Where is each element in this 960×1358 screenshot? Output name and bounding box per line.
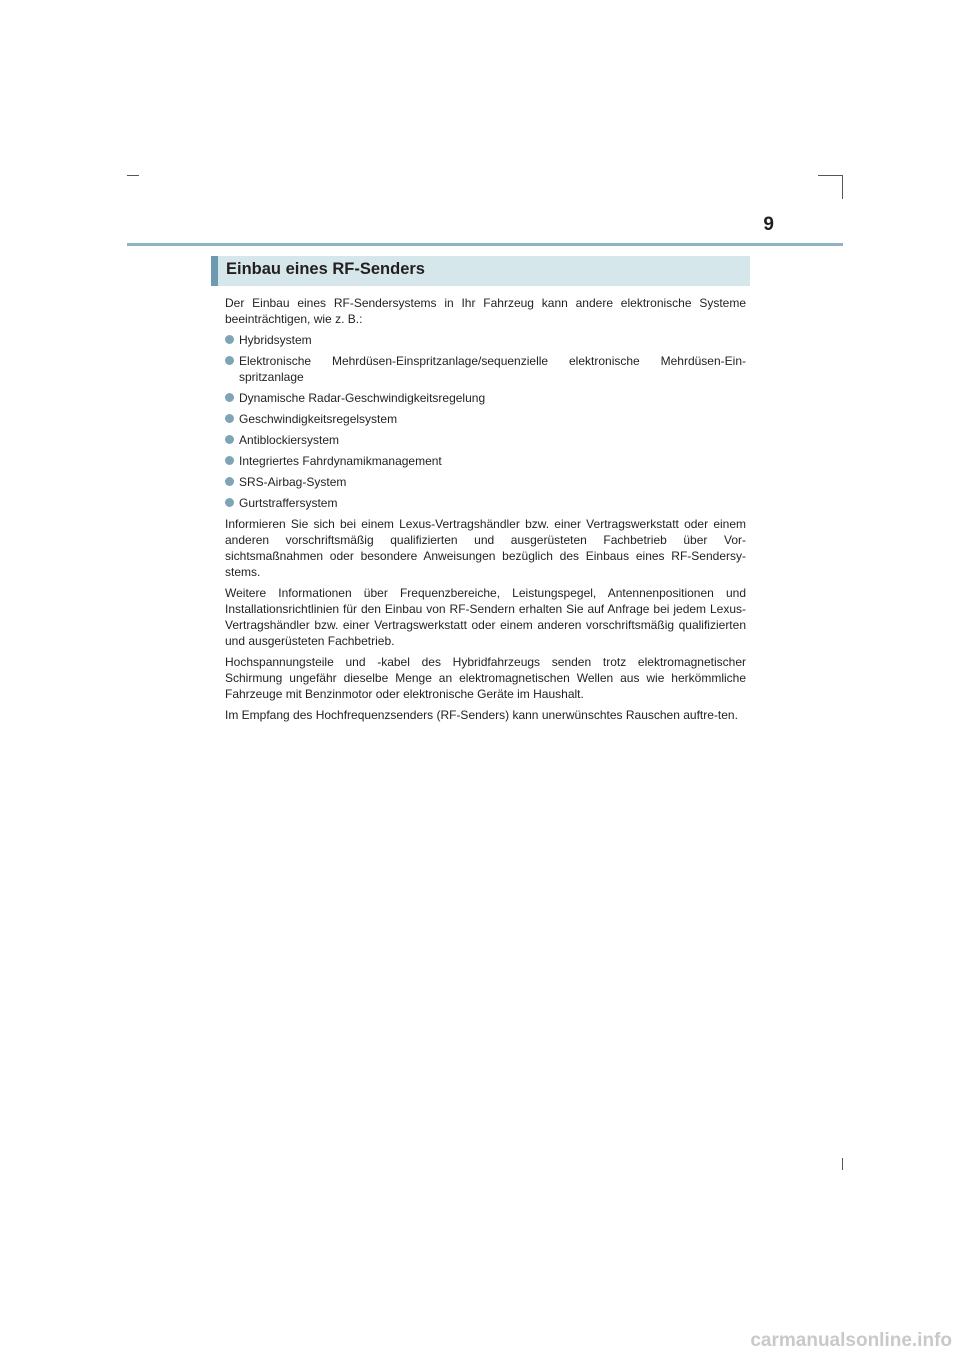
list-item-text: Geschwindigkeitsregelsystem xyxy=(239,412,398,426)
systems-list xyxy=(225,332,746,511)
section-header xyxy=(211,256,750,286)
list-item-text: Gurtstraffersystem xyxy=(239,496,338,510)
list-item-text: Antiblockiersystem xyxy=(239,433,340,447)
list-item xyxy=(225,390,746,406)
bullet-icon xyxy=(225,393,234,402)
list-item xyxy=(225,432,746,448)
info-paragraph-high-voltage: Hochspannungsteile und -kabel des Hybridfahrzeugs senden trotz elektromagnetischer Schirmung ungefähr dieselbe Menge an elektromagnetischen Wellen aus wie herkömmliche Fahrzeuge mit Benzinmotor oder elektronische Geräte im Haushalt. xyxy=(225,655,746,701)
bullet-icon xyxy=(225,356,234,365)
bullet-icon xyxy=(225,414,234,423)
crop-mark-top-left xyxy=(127,175,139,176)
watermark: carmanualsonline.info xyxy=(750,1330,952,1351)
list-item-text: Dynamische Radar-Geschwindigkeitsregelung xyxy=(239,391,486,405)
bullet-icon xyxy=(225,477,234,486)
list-item xyxy=(225,453,746,469)
crop-mark-top-right-h xyxy=(818,175,842,176)
intro-paragraph: Der Einbau eines RF-Sendersystems in Ihr Fahrzeug kann andere elektronische Systeme beeinträchtigen, wie z. B.: xyxy=(225,296,746,326)
bullet-icon xyxy=(225,335,234,344)
list-item-text: Elektronische Mehrdüsen-Einspritzanlage/sequenzielle elektronische Mehrdüsen-Ein-spritzanlage xyxy=(239,354,746,384)
crop-mark-top-right-v xyxy=(842,175,843,199)
header-rule xyxy=(127,243,843,246)
info-paragraph-frequencies: Weitere Informationen über Frequenzbereiche, Leistungspegel, Antennenpositionen und Installationsrichtlinien für den Einbau von RF-Sendern erhalten Sie auf Anfrage bei jedem Lexus-Vertragshändler bzw. einer Vertragswerkstatt oder einem anderen vorschriftsmäßig qualifizierten und ausgerüsteten Fachbetrieb. xyxy=(225,586,746,648)
bullet-icon xyxy=(225,435,234,444)
crop-mark-bottom-right xyxy=(842,1158,843,1170)
list-item-text: SRS-Airbag-System xyxy=(239,475,347,489)
page-number: 9 xyxy=(763,214,774,235)
list-item xyxy=(225,332,746,348)
list-item xyxy=(225,474,746,490)
list-item xyxy=(225,411,746,427)
list-item xyxy=(225,353,746,385)
info-paragraph-dealer: Informieren Sie sich bei einem Lexus-Vertragshändler bzw. einer Vertragswerkstatt oder einem anderen vorschriftsmäßig qualifizierten und ausgerüsteten Fachbetrieb über Vor-sichtsmaßnahmen oder besondere Anweisungen bezüglich des Einbaus eines RF-Sendersy-stems. xyxy=(225,517,746,579)
list-item-text: Integriertes Fahrdynamikmanagement xyxy=(239,454,442,468)
list-item xyxy=(225,495,746,511)
bullet-icon xyxy=(225,456,234,465)
bullet-icon xyxy=(225,498,234,507)
list-item-text: Hybridsystem xyxy=(239,333,312,347)
content-body xyxy=(225,295,746,728)
section-title: Einbau eines RF-Senders xyxy=(226,260,425,278)
info-paragraph-noise: Im Empfang des Hochfrequenzsenders (RF-Senders) kann unerwünschtes Rauschen auftre-ten. xyxy=(225,708,738,722)
